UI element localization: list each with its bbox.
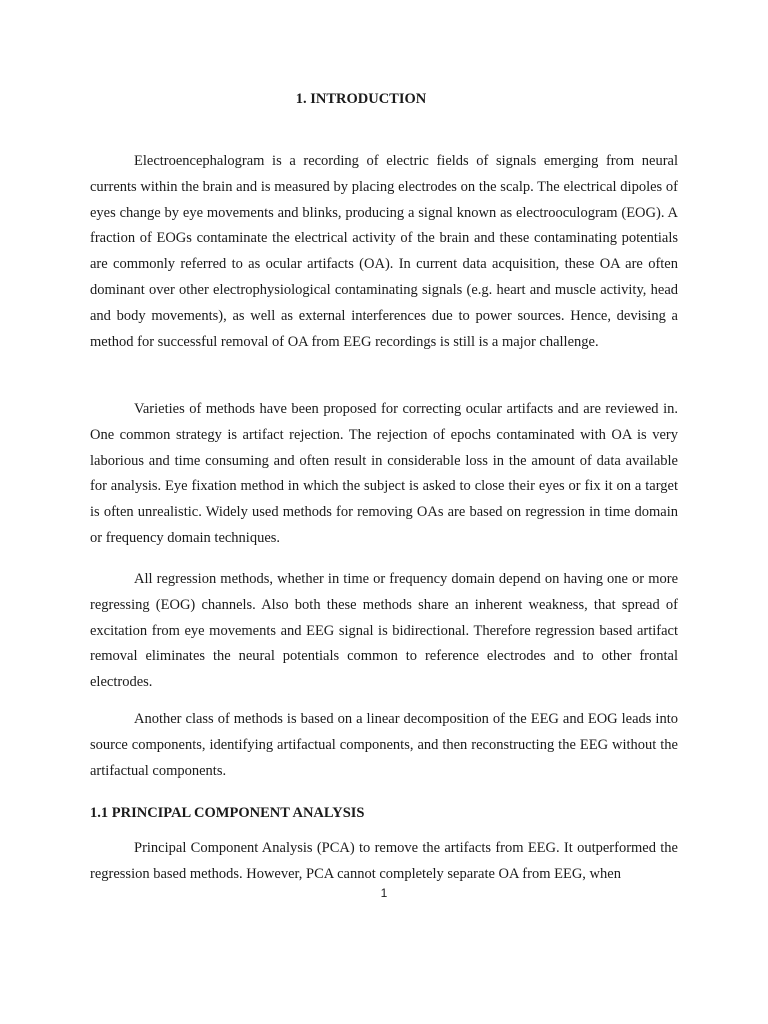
paragraph-decomposition-methods: Another class of methods is based on a linear decomposition of the EEG and EOG leads into source components, identifying artifactual components, and then reconstructing the EEG without the artifactual components. [90,711,678,779]
paragraph-eeg-definition: Electroencephalogram is a recording of electric fields of signals emerging from neural currents within the brain and is measured by placing electrodes on the scalp. The electrical dipoles of eyes change by eye movements and blinks, producing a signal known as electrooculogram (EOG). A fraction of EOGs contaminate the electrical activity of the brain and these contaminating potentials are commonly referred to as ocular artifacts (OA). In current data acquisition, these OA are often dominant over other electrophysiological contaminating signals (e.g. heart and muscle activity, head and body movements), as well as external interferences due to power sources. Hence, devising a method for successful removal of OA from EEG recordings is still is a major challenge. [90,153,678,350]
section-heading-pca: 1.1 PRINCIPAL COMPONENT ANALYSIS [90,805,365,821]
page-title: 1. INTRODUCTION [295,91,427,107]
paragraph-correction-methods: Varieties of methods have been proposed for correcting ocular artifacts and are reviewed in. One common strategy is artifact rejection. The rejection of epochs contaminated with OA is very laborious and time consuming and often result in considerable loss in the amount of data available for analysis. Eye fixation method in which the subject is asked to close their eyes or fix it on a target is often unrealistic. Widely used methods for removing OAs are based on regression in time domain or frequency domain techniques. [90,401,678,546]
page-number: 1 [380,886,388,900]
paragraph-pca: Principal Component Analysis (PCA) to remove the artifacts from EEG. It outperformed the regression based methods. However, PCA cannot completely separate OA from EEG, when [90,840,678,882]
paragraph-regression-methods: All regression methods, whether in time or frequency domain depend on having one or more regressing (EOG) channels. Also both these methods share an inherent weakness, that spread of excitation from eye movements and EEG signal is bidirectional. Therefore regression based artifact removal eliminates the neural potentials common to reference electrodes and to other frontal electrodes. [90,571,678,691]
